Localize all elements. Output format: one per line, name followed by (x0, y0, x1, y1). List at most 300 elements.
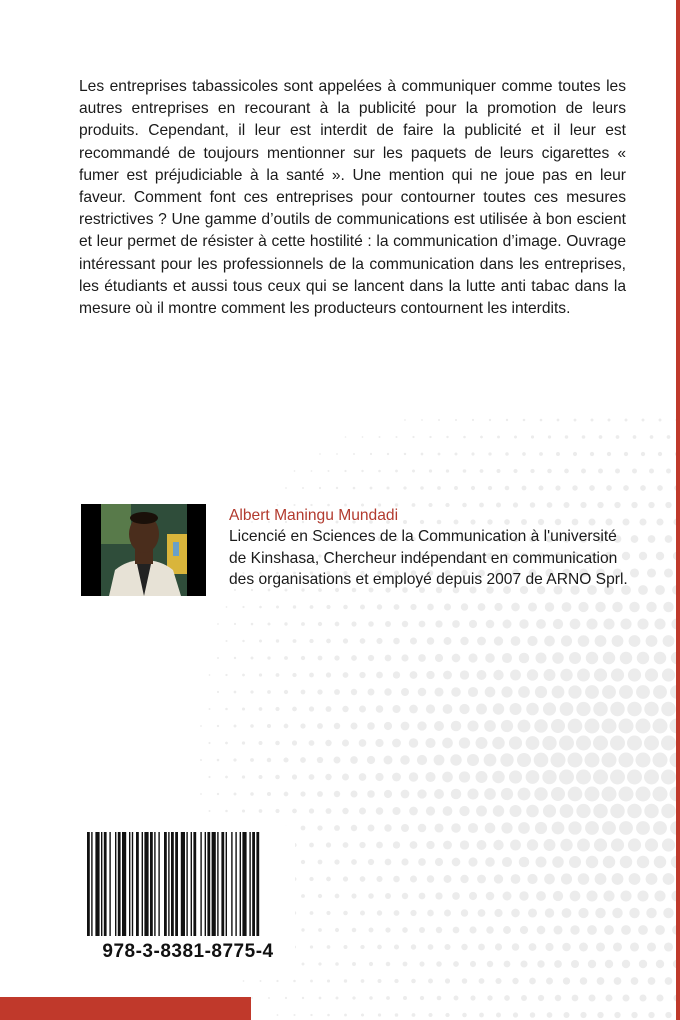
halftone-dot (350, 756, 358, 764)
halftone-dot (664, 568, 673, 577)
halftone-dot (369, 996, 373, 1000)
halftone-dot (217, 657, 219, 659)
halftone-dot (534, 719, 547, 732)
halftone-dot (552, 652, 564, 664)
halftone-dot (538, 995, 544, 1001)
halftone-dot (543, 804, 556, 817)
halftone-dot (379, 436, 381, 438)
halftone-dot (527, 636, 537, 646)
halftone-dot (560, 702, 574, 716)
halftone-dot (653, 787, 668, 802)
halftone-dot (612, 602, 622, 612)
halftone-dot (492, 771, 505, 784)
halftone-dot (636, 753, 651, 768)
halftone-dot (654, 652, 666, 664)
halftone-dot (468, 653, 477, 662)
halftone-dot (401, 722, 410, 731)
halftone-dot (444, 875, 452, 883)
halftone-dot (309, 639, 313, 643)
halftone-dot (599, 435, 603, 439)
halftone-dot (359, 842, 365, 848)
halftone-dot (602, 685, 616, 699)
halftone-dot (326, 842, 331, 847)
halftone-dot (597, 1012, 603, 1018)
halftone-dot (554, 960, 562, 968)
halftone-dot (552, 686, 565, 699)
halftone-dot (648, 977, 656, 985)
halftone-dot (608, 419, 611, 422)
halftone-dot (384, 790, 392, 798)
halftone-dot (350, 790, 357, 797)
halftone-dot (242, 809, 245, 812)
halftone-dot (593, 702, 608, 717)
halftone-dot (209, 674, 211, 676)
halftone-dot (656, 994, 663, 1001)
halftone-dot (386, 486, 389, 489)
halftone-dot (547, 1012, 553, 1018)
halftone-dot (326, 605, 330, 609)
halftone-dot (401, 654, 408, 661)
halftone-dot (574, 419, 577, 422)
halftone-dot (250, 724, 254, 728)
halftone-dot (318, 656, 323, 661)
halftone-dot (384, 824, 391, 831)
halftone-dot (645, 668, 658, 681)
halftone-dot (479, 503, 484, 508)
halftone-dot (385, 859, 392, 866)
halftone-dot (370, 453, 372, 455)
halftone-dot (544, 839, 556, 851)
halftone-dot (242, 640, 244, 642)
halftone-dot (334, 791, 340, 797)
halftone-dot (526, 736, 540, 750)
halftone-dot (619, 685, 633, 699)
halftone-dot (344, 1014, 347, 1017)
halftone-dot (494, 909, 502, 917)
halftone-dot (572, 485, 577, 490)
halftone-dot (404, 419, 406, 421)
halftone-dot (453, 961, 459, 967)
halftone-dot (539, 452, 543, 456)
halftone-dot (318, 860, 323, 865)
halftone-dot (208, 742, 210, 744)
halftone-dot (531, 435, 534, 438)
halftone-dot (646, 635, 658, 647)
halftone-dot (657, 485, 663, 491)
halftone-dot (427, 604, 434, 611)
halftone-dot (326, 877, 331, 882)
halftone-dot (540, 419, 543, 422)
halftone-dot (343, 638, 348, 643)
halftone-dot (420, 486, 423, 489)
halftone-dot (462, 503, 467, 508)
halftone-dot (494, 636, 503, 645)
halftone-dot (637, 618, 648, 629)
halftone-dot (384, 756, 393, 765)
halftone-dot (551, 719, 565, 733)
halftone-dot (577, 669, 590, 682)
barcode-bar (249, 832, 250, 936)
halftone-dot (593, 736, 608, 751)
halftone-dot (410, 671, 418, 679)
halftone-dot (576, 804, 590, 818)
halftone-dot (326, 706, 332, 712)
halftone-dot (511, 636, 521, 646)
halftone-dot (493, 840, 503, 850)
halftone-dot (578, 602, 588, 612)
halftone-dot (387, 453, 389, 455)
halftone-dot (496, 502, 501, 507)
halftone-dot (568, 753, 583, 768)
halftone-dot (318, 894, 322, 898)
halftone-dot (225, 742, 228, 745)
halftone-dot (664, 942, 673, 951)
halftone-dot (504, 995, 510, 1001)
halftone-dot (285, 487, 287, 489)
halftone-dot (463, 436, 466, 439)
halftone-dot (512, 978, 518, 984)
halftone-dot (412, 503, 416, 507)
halftone-dot (467, 788, 478, 799)
halftone-dot (624, 452, 628, 456)
halftone-dot (259, 640, 262, 643)
halftone-dot (462, 978, 467, 983)
halftone-dot (511, 603, 520, 612)
halftone-dot (301, 622, 305, 626)
halftone-dot (469, 926, 476, 933)
halftone-dot (351, 689, 357, 695)
halftone-dot (434, 721, 444, 731)
halftone-dot (395, 470, 398, 473)
halftone-dot (284, 690, 288, 694)
halftone-dot (649, 469, 654, 474)
halftone-dot (368, 621, 374, 627)
halftone-dot (645, 838, 658, 851)
halftone-dot (536, 619, 546, 629)
halftone-dot (325, 774, 331, 780)
halftone-dot (553, 891, 563, 901)
halftone-dot (611, 668, 624, 681)
halftone-dot (568, 787, 583, 802)
halftone-dot (588, 994, 595, 1001)
halftone-dot (648, 1012, 654, 1018)
halftone-dot (226, 606, 228, 608)
halftone-dot (611, 838, 624, 851)
halftone-dot (420, 520, 424, 524)
halftone-dot (310, 1014, 312, 1016)
halftone-dot (555, 519, 562, 526)
halftone-dot (454, 486, 458, 490)
halftone-dot (417, 755, 427, 765)
halftone-dot (546, 978, 553, 985)
halftone-dot (493, 703, 504, 714)
halftone-dot (418, 858, 426, 866)
halftone-dot (436, 927, 442, 933)
halftone-dot (552, 856, 564, 868)
halftone-dot (309, 673, 314, 678)
halftone-dot (276, 605, 279, 608)
halftone-dot (259, 606, 262, 609)
halftone-dot (468, 857, 477, 866)
halftone-dot (451, 789, 462, 800)
halftone-dot (629, 908, 639, 918)
halftone-dot (477, 637, 486, 646)
halftone-dot (344, 979, 347, 982)
halftone-dot (589, 485, 595, 491)
halftone-dot (327, 1014, 330, 1017)
halftone-dot (631, 535, 639, 543)
halftone-dot (521, 519, 527, 525)
halftone-dot (505, 486, 510, 491)
halftone-dot (497, 469, 501, 473)
halftone-dot (655, 925, 665, 935)
barcode-bar (252, 832, 255, 936)
halftone-dot (478, 909, 486, 917)
halftone-dot (642, 419, 645, 422)
halftone-dot (476, 737, 488, 749)
halftone-dot (267, 690, 271, 694)
halftone-dot (505, 452, 508, 455)
halftone-dot (621, 925, 631, 935)
halftone-dot (653, 685, 667, 699)
halftone-dot (309, 808, 314, 813)
halftone-dot (435, 620, 442, 627)
halftone-dot (614, 1012, 620, 1018)
halftone-dot (537, 926, 546, 935)
halftone-dot (301, 928, 304, 931)
halftone-dot (434, 687, 443, 696)
halftone-dot (597, 502, 603, 508)
halftone-dot (502, 653, 512, 663)
halftone-dot (535, 652, 546, 663)
halftone-dot (277, 1014, 279, 1016)
halftone-dot (665, 535, 673, 543)
halftone-dot (428, 979, 433, 984)
halftone-dot (610, 736, 625, 751)
halftone-dot (628, 838, 641, 851)
halftone-dot (368, 859, 374, 865)
halftone-dot (234, 691, 237, 694)
halftone-dot (217, 623, 219, 625)
halftone-dot (404, 453, 406, 455)
halftone-dot (292, 809, 297, 814)
halftone-dot (577, 839, 590, 852)
halftone-dot (301, 656, 305, 660)
halftone-dot (485, 857, 495, 867)
halftone-dot (620, 890, 631, 901)
halftone-dot (368, 825, 375, 832)
halftone-dot (208, 776, 210, 778)
halftone-dot (659, 419, 662, 422)
halftone-dot (309, 706, 314, 711)
halftone-dot (443, 671, 452, 680)
halftone-dot (606, 485, 612, 491)
halftone-dot (250, 758, 254, 762)
halftone-dot (644, 770, 659, 785)
halftone-dot (410, 910, 416, 916)
halftone-dot (476, 771, 488, 783)
halftone-dot (504, 961, 511, 968)
barcode-bar (217, 832, 218, 936)
halftone-dot (267, 724, 271, 728)
halftone-dot (242, 707, 245, 710)
halftone-dot (437, 996, 442, 1001)
halftone-dot (403, 996, 407, 1000)
halftone-dot (470, 961, 476, 967)
halftone-dot (545, 943, 553, 951)
halftone-dot (409, 705, 418, 714)
halftone-dot (625, 419, 628, 422)
halftone-dot (662, 838, 675, 851)
halftone-dot (605, 518, 612, 525)
halftone-dot (646, 873, 658, 885)
halftone-dot (444, 944, 450, 950)
halftone-dot (461, 603, 468, 610)
halftone-dot (485, 823, 496, 834)
halftone-dot (510, 840, 521, 851)
halftone-dot (500, 753, 513, 766)
halftone-dot (553, 619, 563, 629)
halftone-dot (479, 1013, 484, 1018)
halftone-dot (487, 995, 492, 1000)
halftone-dot (392, 739, 401, 748)
halftone-dot (518, 822, 530, 834)
halftone-dot (661, 702, 676, 717)
halftone-dot (648, 535, 656, 543)
halftone-dot (604, 925, 614, 935)
barcode-bar (242, 832, 246, 936)
halftone-dot (378, 470, 381, 473)
halftone-dot (513, 502, 518, 507)
halftone-dot (385, 927, 390, 932)
halftone-dot (336, 453, 338, 455)
halftone-dot (523, 419, 526, 422)
halftone-dot (544, 636, 555, 647)
halftone-dot (658, 452, 662, 456)
halftone-dot (400, 755, 410, 765)
halftone-dot (462, 1013, 467, 1018)
halftone-dot (484, 754, 497, 767)
barcode-bar (231, 832, 232, 936)
halftone-dot (476, 806, 487, 817)
halftone-dot (267, 792, 271, 796)
halftone-dot (486, 892, 495, 901)
halftone-dot (486, 926, 494, 934)
halftone-dot (360, 876, 366, 882)
barcode-bar (118, 832, 121, 936)
halftone-dot (487, 961, 493, 967)
halftone-dot (318, 622, 322, 626)
halftone-dot (587, 925, 597, 935)
halftone-dot (667, 435, 671, 439)
halftone-dot (403, 486, 406, 489)
halftone-dot (343, 911, 348, 916)
halftone-dot (603, 652, 615, 664)
halftone-dot (243, 980, 245, 982)
halftone-dot (493, 670, 503, 680)
halftone-dot (627, 736, 642, 751)
halftone-dot (418, 688, 427, 697)
barcode-bar (175, 832, 178, 936)
halftone-dot (527, 839, 538, 850)
halftone-dot (610, 770, 625, 785)
halftone-dot (225, 640, 227, 642)
halftone-dot (428, 503, 432, 507)
halftone-dot (631, 502, 637, 508)
halftone-dot (284, 792, 289, 797)
halftone-dot (619, 753, 634, 768)
halftone-dot (513, 1012, 518, 1017)
halftone-dot (460, 637, 468, 645)
halftone-dot (471, 486, 475, 490)
halftone-dot (275, 809, 279, 813)
halftone-dot (644, 804, 659, 819)
halftone-dot (301, 860, 305, 864)
halftone-dot (335, 894, 340, 899)
halftone-dot (463, 469, 467, 473)
halftone-dot (401, 688, 409, 696)
halftone-dot (377, 945, 382, 950)
halftone-dot (494, 603, 502, 611)
halftone-dot (293, 1014, 295, 1016)
halftone-dot (586, 890, 597, 901)
barcode-bar (200, 832, 201, 936)
halftone-dot (653, 719, 668, 734)
halftone-dot (665, 977, 673, 985)
halftone-dot (259, 707, 263, 711)
halftone-dot (384, 722, 392, 730)
halftone-dot (605, 994, 612, 1001)
halftone-dot (594, 668, 607, 681)
halftone-dot (435, 892, 442, 899)
halftone-dot (420, 996, 424, 1000)
halftone-dot (342, 773, 349, 780)
halftone-dot (302, 963, 305, 966)
halftone-dot (530, 502, 536, 508)
halftone-dot (535, 856, 546, 867)
halftone-dot (564, 469, 569, 474)
halftone-dot (585, 719, 600, 734)
halftone-dot (662, 668, 675, 681)
halftone-dot (570, 619, 581, 630)
halftone-dot (641, 452, 645, 456)
barcode-bar (144, 832, 148, 936)
halftone-dot (327, 979, 330, 982)
barcode-bar (256, 832, 259, 936)
halftone-dot (520, 926, 528, 934)
halftone-dot (454, 520, 459, 525)
halftone-dot (472, 419, 474, 421)
barcode-bar (193, 832, 196, 936)
halftone-dot (619, 821, 633, 835)
halftone-dot (526, 770, 540, 784)
halftone-dot (453, 927, 460, 934)
barcode-bar (101, 832, 102, 936)
halftone-dot (620, 856, 632, 868)
halftone-dot (661, 736, 676, 751)
halftone-dot (636, 787, 651, 802)
barcode-bar (191, 832, 192, 936)
halftone-dot (310, 980, 313, 983)
halftone-dot (506, 419, 508, 421)
halftone-dot (225, 776, 228, 779)
halftone-dot (310, 945, 313, 948)
halftone-dot (560, 669, 572, 681)
barcode-bar (212, 832, 216, 936)
halftone-dot (602, 787, 617, 802)
halftone-dot (445, 1013, 449, 1017)
halftone-dot (560, 839, 572, 851)
